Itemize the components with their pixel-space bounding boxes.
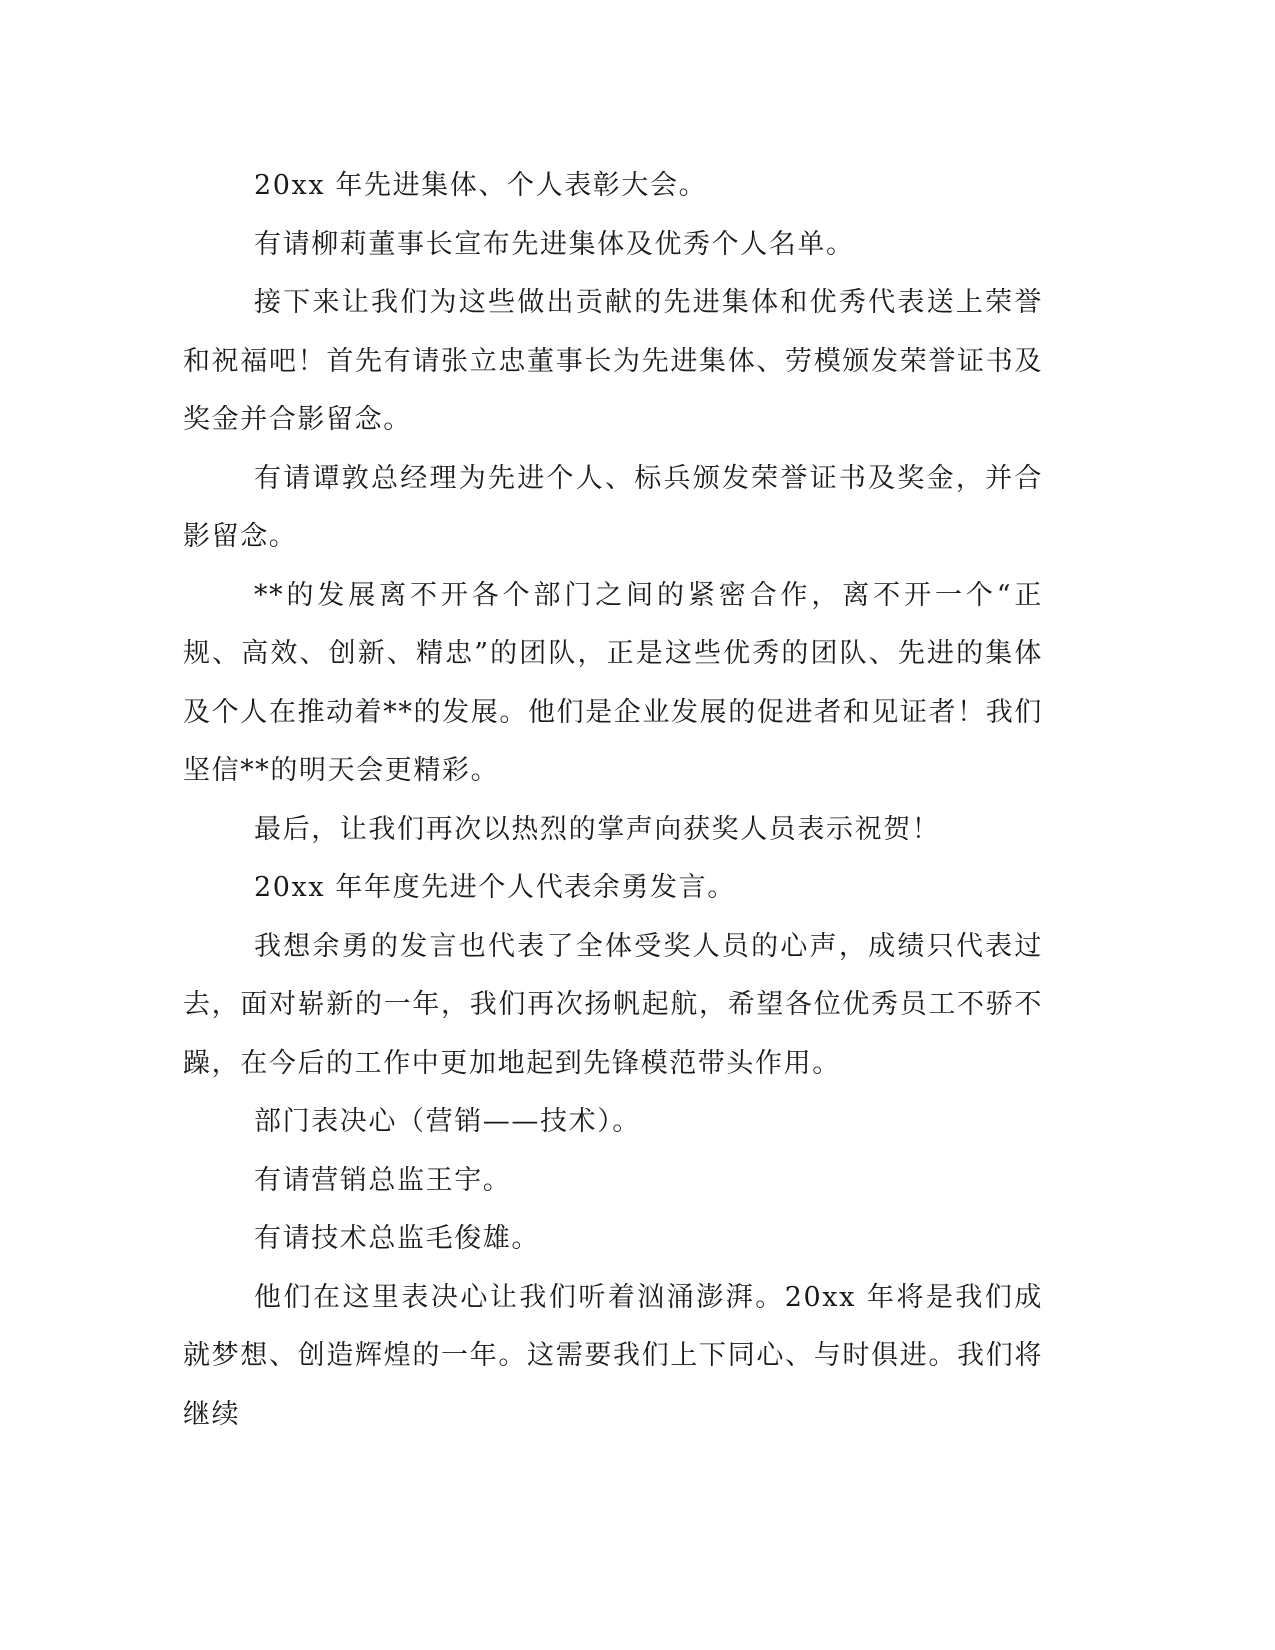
paragraph-speech-comment: 我想余勇的发言也代表了全体受奖人员的心声，成绩只代表过去，面对崭新的一年，我们再次扬帆起航，希望各位优秀员工不骄不躁，在今后的工作中更加地起到先锋模范带头作用。 — [183, 930, 1043, 1079]
document-body — [183, 157, 1043, 1444]
paragraph-representative-speech: 20xx 年年度先进个人代表余勇发言。 — [254, 872, 736, 903]
paragraph-award-individuals: 有请谭敦总经理为先进个人、标兵颁发荣誉证书及奖金，并合影留念。 — [183, 462, 1043, 552]
paragraph-development: **的发展离不开各个部门之间的紧密合作，离不开一个“正规、高效、创新、精忠”的团队，正是这些优秀的团队、先进的集体及个人在推动着**的发展。他们是企业发展的促进者和见证者！我们坚信**的明天会更精彩。 — [183, 579, 1043, 786]
paragraph-congratulations: 最后，让我们再次以热烈的掌声向获奖人员表示祝贺！ — [254, 813, 941, 845]
paragraph-announce-list: 有请柳莉董事长宣布先进集体及优秀个人名单。 — [254, 228, 855, 260]
paragraph-department-resolution: 部门表决心（营销——技术）。 — [254, 1106, 641, 1137]
paragraph-award-collectives: 接下来让我们为这些做出贡献的先进集体和优秀代表送上荣誉和祝福吧！首先有请张立忠董事长为先进集体、劳模颁发荣誉证书及奖金并合影留念。 — [183, 287, 1043, 435]
paragraph-closing: 他们在这里表决心让我们听着汹涌澎湃。20xx 年将是我们成就梦想、创造辉煌的一年。这需要我们上下同心、与时俱进。我们将继续 — [183, 1281, 1043, 1430]
paragraph-meeting-title: 20xx 年先进集体、个人表彰大会。 — [254, 170, 708, 201]
paragraph-technical-director: 有请技术总监毛俊雄。 — [254, 1223, 540, 1254]
paragraph-marketing-director: 有请营销总监王宇。 — [254, 1164, 512, 1196]
